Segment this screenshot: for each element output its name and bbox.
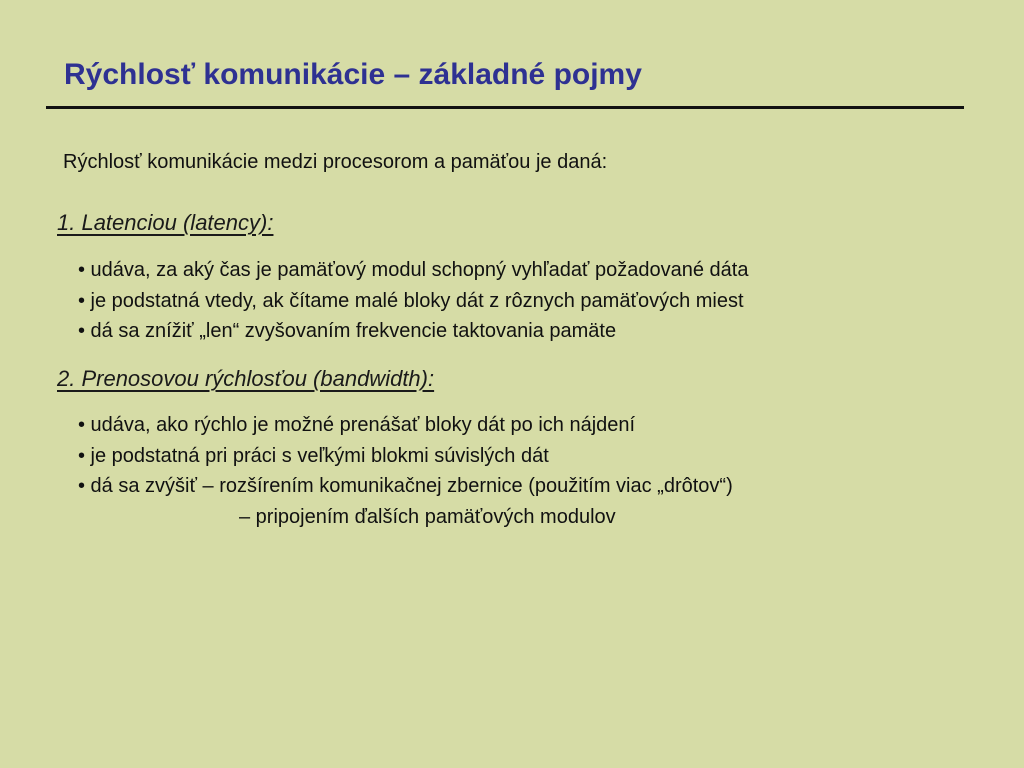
bullet-item: • je podstatná pri práci s veľkými blokmi súvislých dát <box>78 444 549 467</box>
bandwidth-bullet-list <box>78 410 733 502</box>
latency-bullet-list <box>78 255 748 347</box>
bullet-item: • dá sa zvýšiť – rozšírením komunikačnej zbernice (použitím viac „drôtov“) <box>78 475 733 497</box>
slide-title: Rýchlosť komunikácie – základné pojmy <box>64 58 642 91</box>
bullet-item: • je podstatná vtedy, ak čítame malé bloky dát z rôznych pamäťových miest <box>78 289 744 312</box>
intro-text: Rýchlosť komunikácie medzi procesorom a pamäťou je daná: <box>63 151 608 173</box>
bullet-item: • udáva, za aký čas je pamäťový modul schopný vyhľadať požadované dáta <box>78 259 749 281</box>
section-heading-bandwidth: 2. Prenosovou rýchlosťou (bandwidth): <box>57 366 435 391</box>
title-divider <box>46 106 964 109</box>
bullet-continuation: – pripojením ďalších pamäťových modulov <box>239 506 616 528</box>
bullet-item: • udáva, ako rýchlo je možné prenášať bloky dát po ich nájdení <box>78 414 636 436</box>
bullet-item: • dá sa znížiť „len“ zvyšovaním frekvencie taktovania pamäte <box>78 320 617 342</box>
section-heading-latency: 1. Latenciou (latency): <box>57 210 274 235</box>
